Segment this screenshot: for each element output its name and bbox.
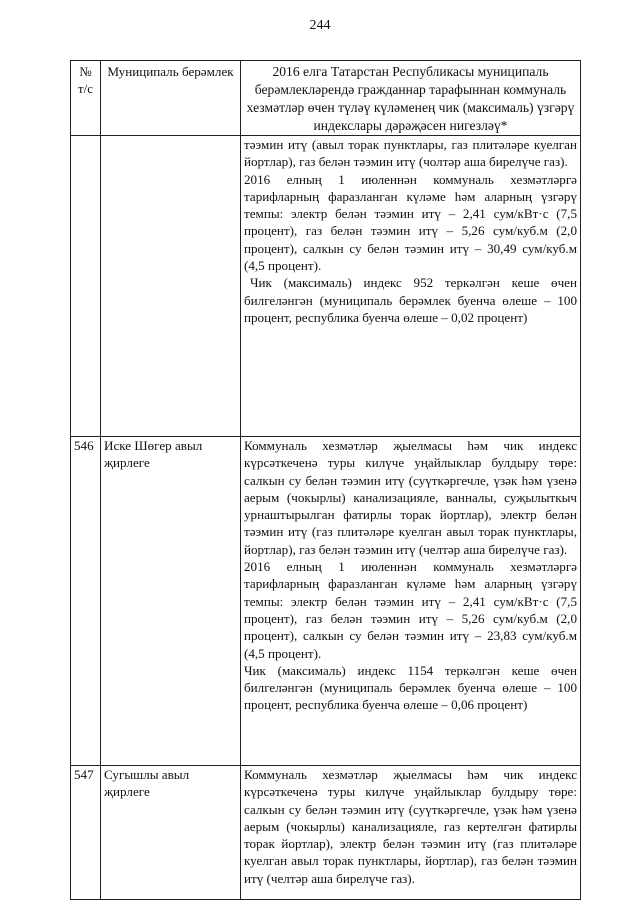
header-description: 2016 елга Татарстан Республикасы муниципаль берәмлекләрендә гражданнар тарафыннан коммуналь хезмәтләр өчен түләү күләменең чик (максималь) үзгәрү индекслары дәрәҗәсен нигезләү* (241, 61, 581, 136)
row-paragraph: Коммуналь хезмәтләр җыелмасы һәм чик индекс күрсәткеченә туры килүче уңайлыклар булдыру төре: салкын су белән тәэмин итү (суүткәргечле, үзәк һәм үзенә аерым (чокырлы) канализацияле, газ кертелгән фатирлы торак йортлар), электр белән тәэмин итү (газ плитәләре куелган авыл торак пунктлары, йортлар), газ белән тәэмин итү (челтәр аша бирелүче газ). (244, 767, 577, 886)
page-number: 244 (309, 18, 331, 33)
row-number: 547 (71, 766, 101, 900)
row-description (241, 766, 581, 900)
row-municipality: Сугышлы авыл җирлеге (101, 766, 241, 900)
header-municipality: Муниципаль берәмлек (101, 61, 241, 136)
row-municipality (101, 136, 241, 437)
header-number: № т/с (71, 61, 101, 136)
table-row (71, 136, 581, 437)
row-description (241, 437, 581, 766)
row-municipality: Иске Шөгер авыл җирлеге (101, 437, 241, 766)
row-paragraph: 2016 елның 1 июленнән коммуналь хезмәтләргә тарифларның фаразланган күләме һәм аларның үзгәрү темпы: электр белән тәэмин итү – 2,41 сум/кВт·с (7,5 процент), газ белән тәэмин итү – 5,26 сум/куб.м (2,0 процент), салкын су белән тәэмин итү – 30,49 сум/куб.м (4,5 процент). (244, 171, 577, 274)
table-header-row (71, 61, 581, 136)
row-paragraph: тәэмин итү (авыл торак пунктлары, газ плитәләре куелган йортлар), газ белән тәэмин итү (чолтәр аша бирелүче газ). (244, 137, 577, 170)
table-row (71, 766, 581, 900)
row-paragraph: Чик (максималь) индекс 952 теркәлгән кеше өчен билгеләнгән (муниципаль берәмлек буенча өлеше – 100 процент, республика буенча өлеше – 0,02 процент) (244, 275, 577, 325)
tariff-index-table (70, 60, 581, 900)
row-description (241, 136, 581, 437)
row-paragraph: Коммуналь хезмәтләр җыелмасы һәм чик индекс күрсәткеченә туры килүче уңайлыклар булдыру төре: салкын су белән тәэмин итү (суүткәргечле, үзәк һәм үзенә аерым (чокырлы) канализацияле, ванналы, суҗылыткыч урнаштырылган фатирлы торак йортлар), электр белән тәэмин итү (газ плитәләре куелган авыл торак пунктлары, йортлар), газ белән тәэмин итү (челтәр аша бирелүче газ). (244, 438, 577, 557)
row-paragraph: 2016 елның 1 июленнән коммуналь хезмәтләргә тарифларның фаразланган күләме һәм аларның үзгәрү темпы: электр белән тәэмин итү – 2,41 сум/кВт·с (7,5 процент), газ белән тәэмин итү – 5,26 сум/куб.м (2,0 процент), салкын су белән тәэмин итү – 23,83 сум/куб.м (4,5 процент). (244, 559, 577, 661)
table-row (71, 437, 581, 766)
row-number: 546 (71, 437, 101, 766)
row-number (71, 136, 101, 437)
row-paragraph: Чик (максималь) индекс 1154 теркәлгән кеше өчен билгеләнгән (муниципаль берәмлек буенча өлеше – 100 процент, республика буенча өлеше – 0,06 процент) (244, 662, 577, 713)
